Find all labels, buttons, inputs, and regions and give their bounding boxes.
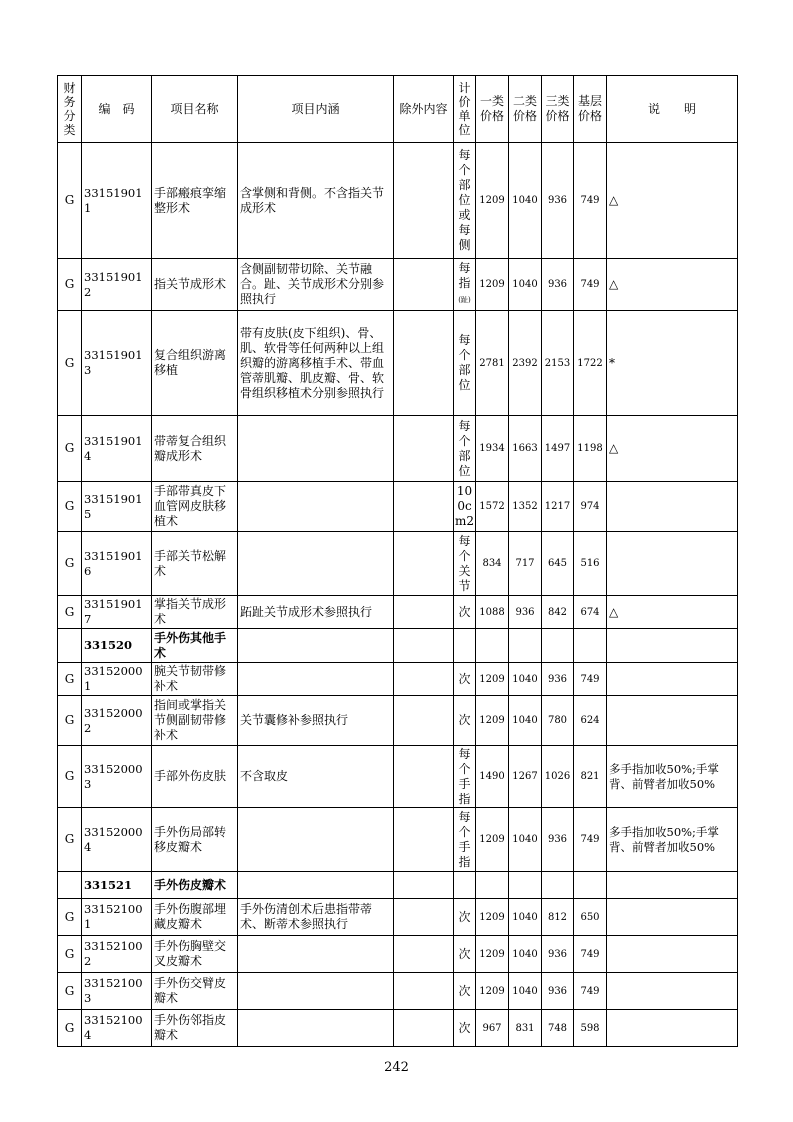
cell-unit: 次 [454, 663, 476, 696]
section-title: 手外伤皮瓣术 [152, 872, 238, 899]
cell-note: △ [607, 143, 738, 259]
cell-unit [454, 872, 476, 899]
cell-name: 手外伤邻指皮瓣术 [152, 1010, 238, 1047]
cell-exclusion [394, 746, 454, 808]
section-code: 331521 [82, 872, 152, 899]
cell-price-base: 821 [574, 746, 607, 808]
cell-price1 [476, 872, 509, 899]
cell-category: G [58, 259, 82, 311]
cell-code: 331519017 [82, 596, 152, 629]
cell-content: 含掌侧和背侧。不含指关节成形术 [238, 143, 394, 259]
cell-price1: 967 [476, 1010, 509, 1047]
cell-price-base: 650 [574, 899, 607, 936]
cell-price-base: 749 [574, 936, 607, 973]
cell-category: G [58, 596, 82, 629]
cell-code: 331520002 [82, 696, 152, 746]
cell-price-base: 516 [574, 532, 607, 596]
cell-price2: 1040 [509, 936, 542, 973]
cell-note [607, 629, 738, 663]
table-row [58, 311, 738, 416]
cell-price1: 1209 [476, 808, 509, 872]
cell-price-base: 749 [574, 143, 607, 259]
cell-price2: 1040 [509, 259, 542, 311]
cell-price3: 936 [542, 663, 574, 696]
cell-content [238, 973, 394, 1010]
cell-name: 指间或掌指关节侧副韧带修补术 [152, 696, 238, 746]
cell-exclusion [394, 629, 454, 663]
cell-note [607, 899, 738, 936]
header-exclusion: 除外内容 [394, 76, 454, 143]
cell-name: 手外伤交臂皮瓣术 [152, 973, 238, 1010]
cell-code: 331519014 [82, 416, 152, 482]
cell-price-base [574, 629, 607, 663]
cell-unit: 次 [454, 973, 476, 1010]
table-row [58, 143, 738, 259]
cell-price-base: 974 [574, 482, 607, 532]
cell-content [238, 808, 394, 872]
cell-price3 [542, 629, 574, 663]
cell-name: 手部关节松解术 [152, 532, 238, 596]
cell-content [238, 416, 394, 482]
unit-text: 每指 [458, 261, 471, 290]
cell-price2: 1040 [509, 663, 542, 696]
cell-note [607, 696, 738, 746]
cell-price2: 1663 [509, 416, 542, 482]
cell-note [607, 1010, 738, 1047]
cell-price2: 717 [509, 532, 542, 596]
cell-content: 关节囊修补参照执行 [238, 696, 394, 746]
table-row [58, 663, 738, 696]
cell-price-base: 749 [574, 259, 607, 311]
cell-price1: 1209 [476, 143, 509, 259]
section-header-row [58, 629, 738, 663]
cell-content: 含侧副韧带切除、关节融合。趾、关节成形术分别参照执行 [238, 259, 394, 311]
cell-price1: 1934 [476, 416, 509, 482]
cell-code: 331520001 [82, 663, 152, 696]
cell-code: 331520004 [82, 808, 152, 872]
cell-content [238, 532, 394, 596]
header-price-class2: 二类价格 [509, 76, 542, 143]
cell-name: 手部外伤皮肤 [152, 746, 238, 808]
cell-price3: 1217 [542, 482, 574, 532]
cell-name: 手部瘢痕挛缩整形术 [152, 143, 238, 259]
cell-note: * [607, 311, 738, 416]
cell-price1: 1209 [476, 696, 509, 746]
cell-category: G [58, 973, 82, 1010]
cell-category: G [58, 1010, 82, 1047]
cell-exclusion [394, 596, 454, 629]
cell-code: 331521004 [82, 1010, 152, 1047]
cell-category: G [58, 311, 82, 416]
cell-code: 331519011 [82, 143, 152, 259]
cell-price2: 936 [509, 596, 542, 629]
table-row [58, 808, 738, 872]
cell-price2 [509, 872, 542, 899]
cell-price3: 936 [542, 143, 574, 259]
cell-price3: 2153 [542, 311, 574, 416]
cell-price-base: 1722 [574, 311, 607, 416]
cell-price3: 842 [542, 596, 574, 629]
cell-content [238, 663, 394, 696]
table-row [58, 259, 738, 311]
cell-exclusion [394, 259, 454, 311]
cell-exclusion [394, 1010, 454, 1047]
cell-price3: 1497 [542, 416, 574, 482]
cell-code: 331519012 [82, 259, 152, 311]
cell-content: 带有皮肤(皮下组织)、骨、肌、软骨等任何两种以上组织瓣的游离移植手术、带血管蒂肌瓣、肌皮瓣、骨、软骨组织移植术分别参照执行 [238, 311, 394, 416]
cell-code: 331519016 [82, 532, 152, 596]
cell-price3: 936 [542, 973, 574, 1010]
cell-price2 [509, 629, 542, 663]
table-row [58, 416, 738, 482]
cell-unit: 每个部位 [454, 311, 476, 416]
header-name: 项目名称 [152, 76, 238, 143]
cell-category: G [58, 663, 82, 696]
price-table [57, 75, 738, 1047]
cell-note: △ [607, 416, 738, 482]
cell-unit: 次 [454, 936, 476, 973]
cell-content [238, 629, 394, 663]
cell-price1: 1209 [476, 936, 509, 973]
cell-price2: 1267 [509, 746, 542, 808]
table-row [58, 596, 738, 629]
cell-price-base: 749 [574, 663, 607, 696]
cell-category: G [58, 808, 82, 872]
header-price-class1: 一类价格 [476, 76, 509, 143]
cell-name: 手外伤腹部埋藏皮瓣术 [152, 899, 238, 936]
cell-unit [454, 629, 476, 663]
cell-note: △ [607, 259, 738, 311]
cell-unit: 每个手指 [454, 808, 476, 872]
cell-content: 不含取皮 [238, 746, 394, 808]
cell-content: 跖趾关节成形术参照执行 [238, 596, 394, 629]
header-content: 项目内涵 [238, 76, 394, 143]
table-header-row [58, 76, 738, 143]
table-row [58, 482, 738, 532]
cell-code: 331521003 [82, 973, 152, 1010]
cell-code: 331521001 [82, 899, 152, 936]
cell-exclusion [394, 532, 454, 596]
cell-price1: 834 [476, 532, 509, 596]
cell-unit: 每个手指 [454, 746, 476, 808]
cell-note [607, 532, 738, 596]
cell-code: 331519013 [82, 311, 152, 416]
cell-name: 带蒂复合组织瓣成形术 [152, 416, 238, 482]
cell-price2: 1040 [509, 808, 542, 872]
cell-category: G [58, 899, 82, 936]
cell-unit: 次 [454, 596, 476, 629]
cell-content: 手外伤清创术后患指带蒂术、断蒂术参照执行 [238, 899, 394, 936]
header-price-class3: 三类价格 [542, 76, 574, 143]
cell-price-base: 749 [574, 973, 607, 1010]
cell-unit: 次 [454, 899, 476, 936]
cell-category: G [58, 416, 82, 482]
header-unit: 计价单位 [454, 76, 476, 143]
table-row [58, 936, 738, 973]
header-category: 财务分类 [58, 76, 82, 143]
cell-category: G [58, 143, 82, 259]
cell-note: 多手指加收50%;手掌背、前臂者加收50% [607, 808, 738, 872]
cell-code: 331520003 [82, 746, 152, 808]
cell-price-base: 674 [574, 596, 607, 629]
cell-price2: 1040 [509, 696, 542, 746]
table-row [58, 899, 738, 936]
cell-exclusion [394, 696, 454, 746]
cell-name: 复合组织游离移植 [152, 311, 238, 416]
cell-price1: 1209 [476, 973, 509, 1010]
cell-note [607, 872, 738, 899]
cell-name: 指关节成形术 [152, 259, 238, 311]
cell-code: 331519015 [82, 482, 152, 532]
cell-price3: 645 [542, 532, 574, 596]
cell-category: G [58, 936, 82, 973]
cell-price1: 1572 [476, 482, 509, 532]
page-number: 242 [384, 1060, 409, 1075]
cell-category: G [58, 482, 82, 532]
cell-exclusion [394, 663, 454, 696]
cell-price3: 936 [542, 808, 574, 872]
cell-price3: 936 [542, 259, 574, 311]
cell-category: G [58, 746, 82, 808]
cell-category: G [58, 696, 82, 746]
section-title: 手外伤其他手术 [152, 629, 238, 663]
cell-exclusion [394, 872, 454, 899]
cell-price-base: 598 [574, 1010, 607, 1047]
header-price-base: 基层价格 [574, 76, 607, 143]
cell-content [238, 1010, 394, 1047]
cell-content [238, 872, 394, 899]
cell-price-base: 749 [574, 808, 607, 872]
cell-price3: 812 [542, 899, 574, 936]
cell-note [607, 663, 738, 696]
cell-content [238, 482, 394, 532]
cell-exclusion [394, 143, 454, 259]
cell-price3 [542, 872, 574, 899]
cell-price-base [574, 872, 607, 899]
cell-price2: 1040 [509, 143, 542, 259]
cell-note: 多手指加收50%;手掌背、前臂者加收50% [607, 746, 738, 808]
cell-category [58, 872, 82, 899]
cell-note [607, 482, 738, 532]
cell-price3: 936 [542, 936, 574, 973]
cell-price3: 780 [542, 696, 574, 746]
unit-small-text: (趾) [458, 296, 471, 304]
cell-unit: 次 [454, 696, 476, 746]
cell-unit: 每个部位 [454, 416, 476, 482]
cell-price2: 1040 [509, 973, 542, 1010]
cell-note [607, 936, 738, 973]
cell-unit: 每个部位或每侧 [454, 143, 476, 259]
cell-price3: 748 [542, 1010, 574, 1047]
header-note: 说 明 [607, 76, 738, 143]
cell-exclusion [394, 973, 454, 1010]
cell-exclusion [394, 899, 454, 936]
table-row [58, 973, 738, 1010]
table-row [58, 696, 738, 746]
cell-category [58, 629, 82, 663]
cell-content [238, 936, 394, 973]
cell-price2: 1040 [509, 899, 542, 936]
table-row [58, 746, 738, 808]
cell-price1: 1209 [476, 259, 509, 311]
cell-price1 [476, 629, 509, 663]
cell-price1: 2781 [476, 311, 509, 416]
cell-category: G [58, 532, 82, 596]
cell-price1: 1088 [476, 596, 509, 629]
cell-name: 手部带真皮下血管网皮肤移植术 [152, 482, 238, 532]
cell-unit: 100cm2 [454, 482, 476, 532]
table-row [58, 1010, 738, 1047]
table-row [58, 532, 738, 596]
cell-price2: 1352 [509, 482, 542, 532]
cell-name: 掌指关节成形术 [152, 596, 238, 629]
cell-exclusion [394, 808, 454, 872]
cell-unit: 次 [454, 1010, 476, 1047]
cell-name: 手外伤局部转移皮瓣术 [152, 808, 238, 872]
cell-price1: 1209 [476, 899, 509, 936]
cell-name: 手外伤胸壁交叉皮瓣术 [152, 936, 238, 973]
cell-price1: 1209 [476, 663, 509, 696]
cell-price2: 831 [509, 1010, 542, 1047]
cell-price-base: 624 [574, 696, 607, 746]
cell-exclusion [394, 936, 454, 973]
section-header-row [58, 872, 738, 899]
cell-unit: 每个关节 [454, 532, 476, 596]
header-code: 编 码 [82, 76, 152, 143]
cell-note: △ [607, 596, 738, 629]
cell-code: 331521002 [82, 936, 152, 973]
cell-exclusion [394, 311, 454, 416]
cell-price2: 2392 [509, 311, 542, 416]
cell-price-base: 1198 [574, 416, 607, 482]
section-code: 331520 [82, 629, 152, 663]
cell-unit [454, 259, 476, 311]
cell-exclusion [394, 416, 454, 482]
cell-exclusion [394, 482, 454, 532]
cell-price3: 1026 [542, 746, 574, 808]
cell-name: 腕关节韧带修补术 [152, 663, 238, 696]
cell-price1: 1490 [476, 746, 509, 808]
cell-note [607, 973, 738, 1010]
